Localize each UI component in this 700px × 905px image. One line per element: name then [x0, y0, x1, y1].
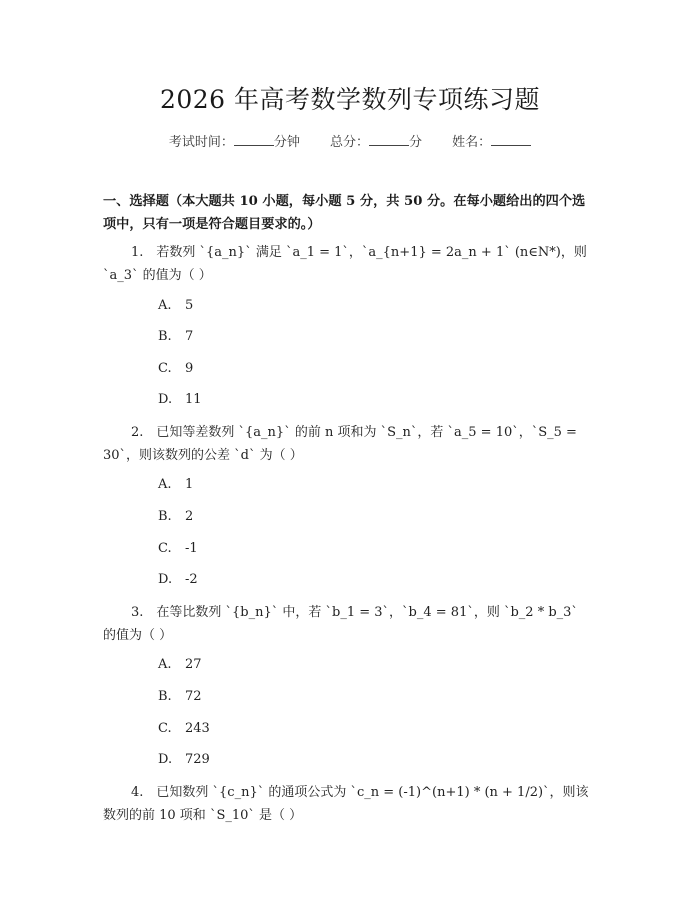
question-1-option-d: D. 11	[158, 392, 202, 407]
question-2-option-b: B. 2	[158, 509, 194, 524]
question-3-option-c: C. 243	[158, 721, 210, 736]
exam-time-blank	[234, 133, 274, 146]
question-2-option-a: A. 1	[158, 477, 194, 492]
exam-time-label: 考试时间：	[168, 135, 234, 150]
student-name-field	[452, 131, 531, 150]
question-1-option-c: C. 9	[158, 361, 194, 376]
question-2-option-d: D. -2	[158, 572, 198, 587]
question-2: 2. 已知等差数列 `{a_n}` 的前 n 项和为 `S_n`，若 `a_5 = 10`，`S_5 = 30`，则该数列的公差 `d` 为（ ）	[103, 425, 577, 463]
question-1: 1. 若数列 `{a_n}` 满足 `a_1 = 1`，`a_{n+1} = 2a_n + 1` (n∈N*)，则 `a_3` 的值为（ ）	[103, 245, 587, 283]
question-1-option-b: B. 7	[158, 329, 194, 344]
question-3-option-b: B. 72	[158, 689, 202, 704]
student-name-blank	[491, 133, 531, 146]
question-3-option-d: D. 729	[158, 752, 210, 767]
total-score-label: 总分：	[329, 135, 369, 150]
section-heading: 一、选择题（本大题共 10 小题，每小题 5 分，共 50 分。在每小题给出的四个选项中，只有一项是符合题目要求的。）	[103, 194, 586, 232]
page-title: 2026 年高考数学数列专项练习题	[159, 85, 541, 114]
total-score-blank	[369, 133, 409, 146]
student-name-label: 姓名：	[452, 135, 492, 150]
question-2-option-c: C. -1	[158, 541, 198, 556]
question-3-option-a: A. 27	[158, 657, 202, 672]
exam-time-unit: 分钟	[273, 135, 300, 150]
exam-time-field	[169, 131, 300, 150]
exam-info-line	[0, 131, 700, 150]
question-3: 3. 在等比数列 `{b_n}` 中，若 `b_1 = 3`，`b_4 = 81`，则 `b_2 * b_3` 的值为（ ）	[103, 605, 578, 643]
total-score-unit: 分	[409, 135, 423, 150]
total-score-field	[330, 131, 422, 150]
question-4: 4. 已知数列 `{c_n}` 的通项公式为 `c_n = (-1)^(n+1) * (n + 1/2)`，则该数列的前 10 项和 `S_10` 是（ ）	[103, 785, 589, 823]
question-1-option-a: A. 5	[158, 298, 194, 313]
